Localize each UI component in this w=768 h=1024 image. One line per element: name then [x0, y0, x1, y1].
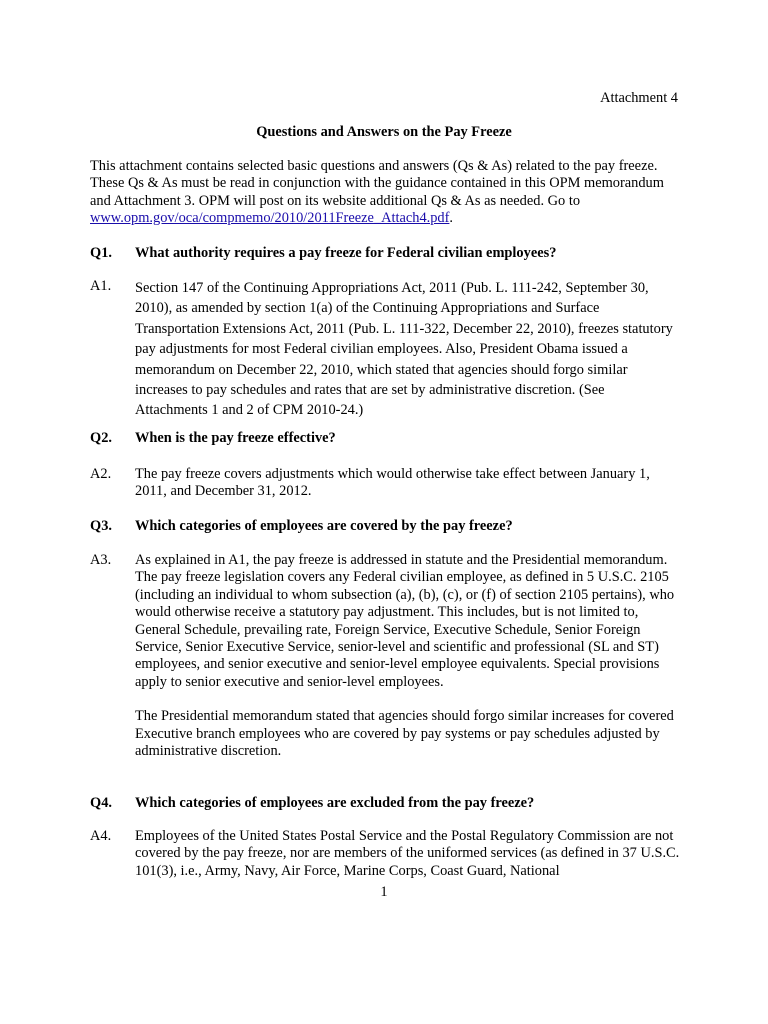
answer-1	[90, 278, 680, 438]
answer-number: A4.	[90, 828, 112, 844]
question-text: What authority requires a pay freeze for Federal civilian employees?	[135, 245, 557, 261]
intro-text: This attachment contains selected basic questions and answers (Qs & As) related to the pay freeze. These Qs & As must be read in conjunction with the guidance contained in this OPM memorandum and Attachment 3. OPM will post on its website additional Qs & As as needed. Go to	[90, 158, 664, 209]
answer-number: A1.	[90, 278, 112, 294]
answer-number: A2.	[90, 466, 112, 482]
question-number: Q3.	[90, 518, 112, 534]
attachment-label: Attachment 4	[600, 90, 678, 106]
question-number: Q1.	[90, 245, 112, 261]
question-3	[90, 518, 680, 535]
question-1	[90, 245, 680, 262]
intro-end: .	[449, 209, 454, 226]
page-number: 1	[380, 884, 388, 900]
question-text: Which categories of employees are covered by the pay freeze?	[135, 518, 513, 534]
question-number: Q4.	[90, 795, 112, 811]
question-text: When is the pay freeze effective?	[135, 430, 336, 446]
question-number: Q2.	[90, 430, 112, 446]
answer-paragraph: As explained in A1, the pay freeze is addressed in statute and the Presidential memorandum. The pay freeze legislation covers any Federal civilian employee, as defined in 5 U.S.C. 2105 (including an individual to whom subsection (a), (b), (c), or (f) of section 2105 pertains), who would otherwise receive a statutory pay adjustment. This includes, but is not limited to, General Schedule, prevailing rate, Foreign Service, Executive Schedule, Senior Foreign Service, Senior Executive Service, senior-level and scientific and professional (SL and ST) employees, and senior executive and senior-level employee equivalents. Special provisions apply to senior executive and senior-level employees.	[135, 552, 675, 690]
answer-3	[90, 552, 680, 777]
answer-paragraph: Section 147 of the Continuing Appropriations Act, 2011 (Pub. L. 111-242, September 30, 2010), as amended by section 1(a) of the Continuing Appropriations and Surface Transportation Extensions Act, 2011 (Pub. L. 111-322, December 22, 2010), freezes statutory pay adjustments for most Federal civilian employees. Also, President Obama issued a memorandum on December 22, 2010, which stated that agencies should forgo similar increases to pay schedules and rates that are set by administrative discretion. (See Attachments 1 and 2 of CPM 2010-24.)	[135, 280, 673, 419]
answer-2	[90, 466, 680, 518]
answer-paragraph: Employees of the United States Postal Service and the Postal Regulatory Commission are not covered by the pay freeze, nor are members of the uniformed services (as defined in 37 U.S.C. 101(3), i.e., Army, Navy, Air Force, Marine Corps, Coast Guard, National	[135, 828, 680, 879]
answer-paragraph: The pay freeze covers adjustments which would otherwise take effect between January 1, 2011, and December 31, 2012.	[135, 466, 650, 500]
answer-number: A3.	[90, 552, 112, 568]
question-4	[90, 795, 680, 812]
question-text: Which categories of employees are excluded from the pay freeze?	[135, 795, 535, 811]
attachment-link[interactable]: www.opm.gov/oca/compmemo/2010/2011Freeze_Attach4.pdf	[90, 209, 450, 226]
answer-paragraph: The Presidential memorandum stated that agencies should forgo similar increases for covered Executive branch employees who are covered by pay systems or pay schedules adjusted by administrative discretion.	[135, 708, 674, 760]
question-2	[90, 430, 680, 447]
document-title: Questions and Answers on the Pay Freeze	[256, 124, 512, 140]
intro-paragraph	[90, 158, 670, 227]
